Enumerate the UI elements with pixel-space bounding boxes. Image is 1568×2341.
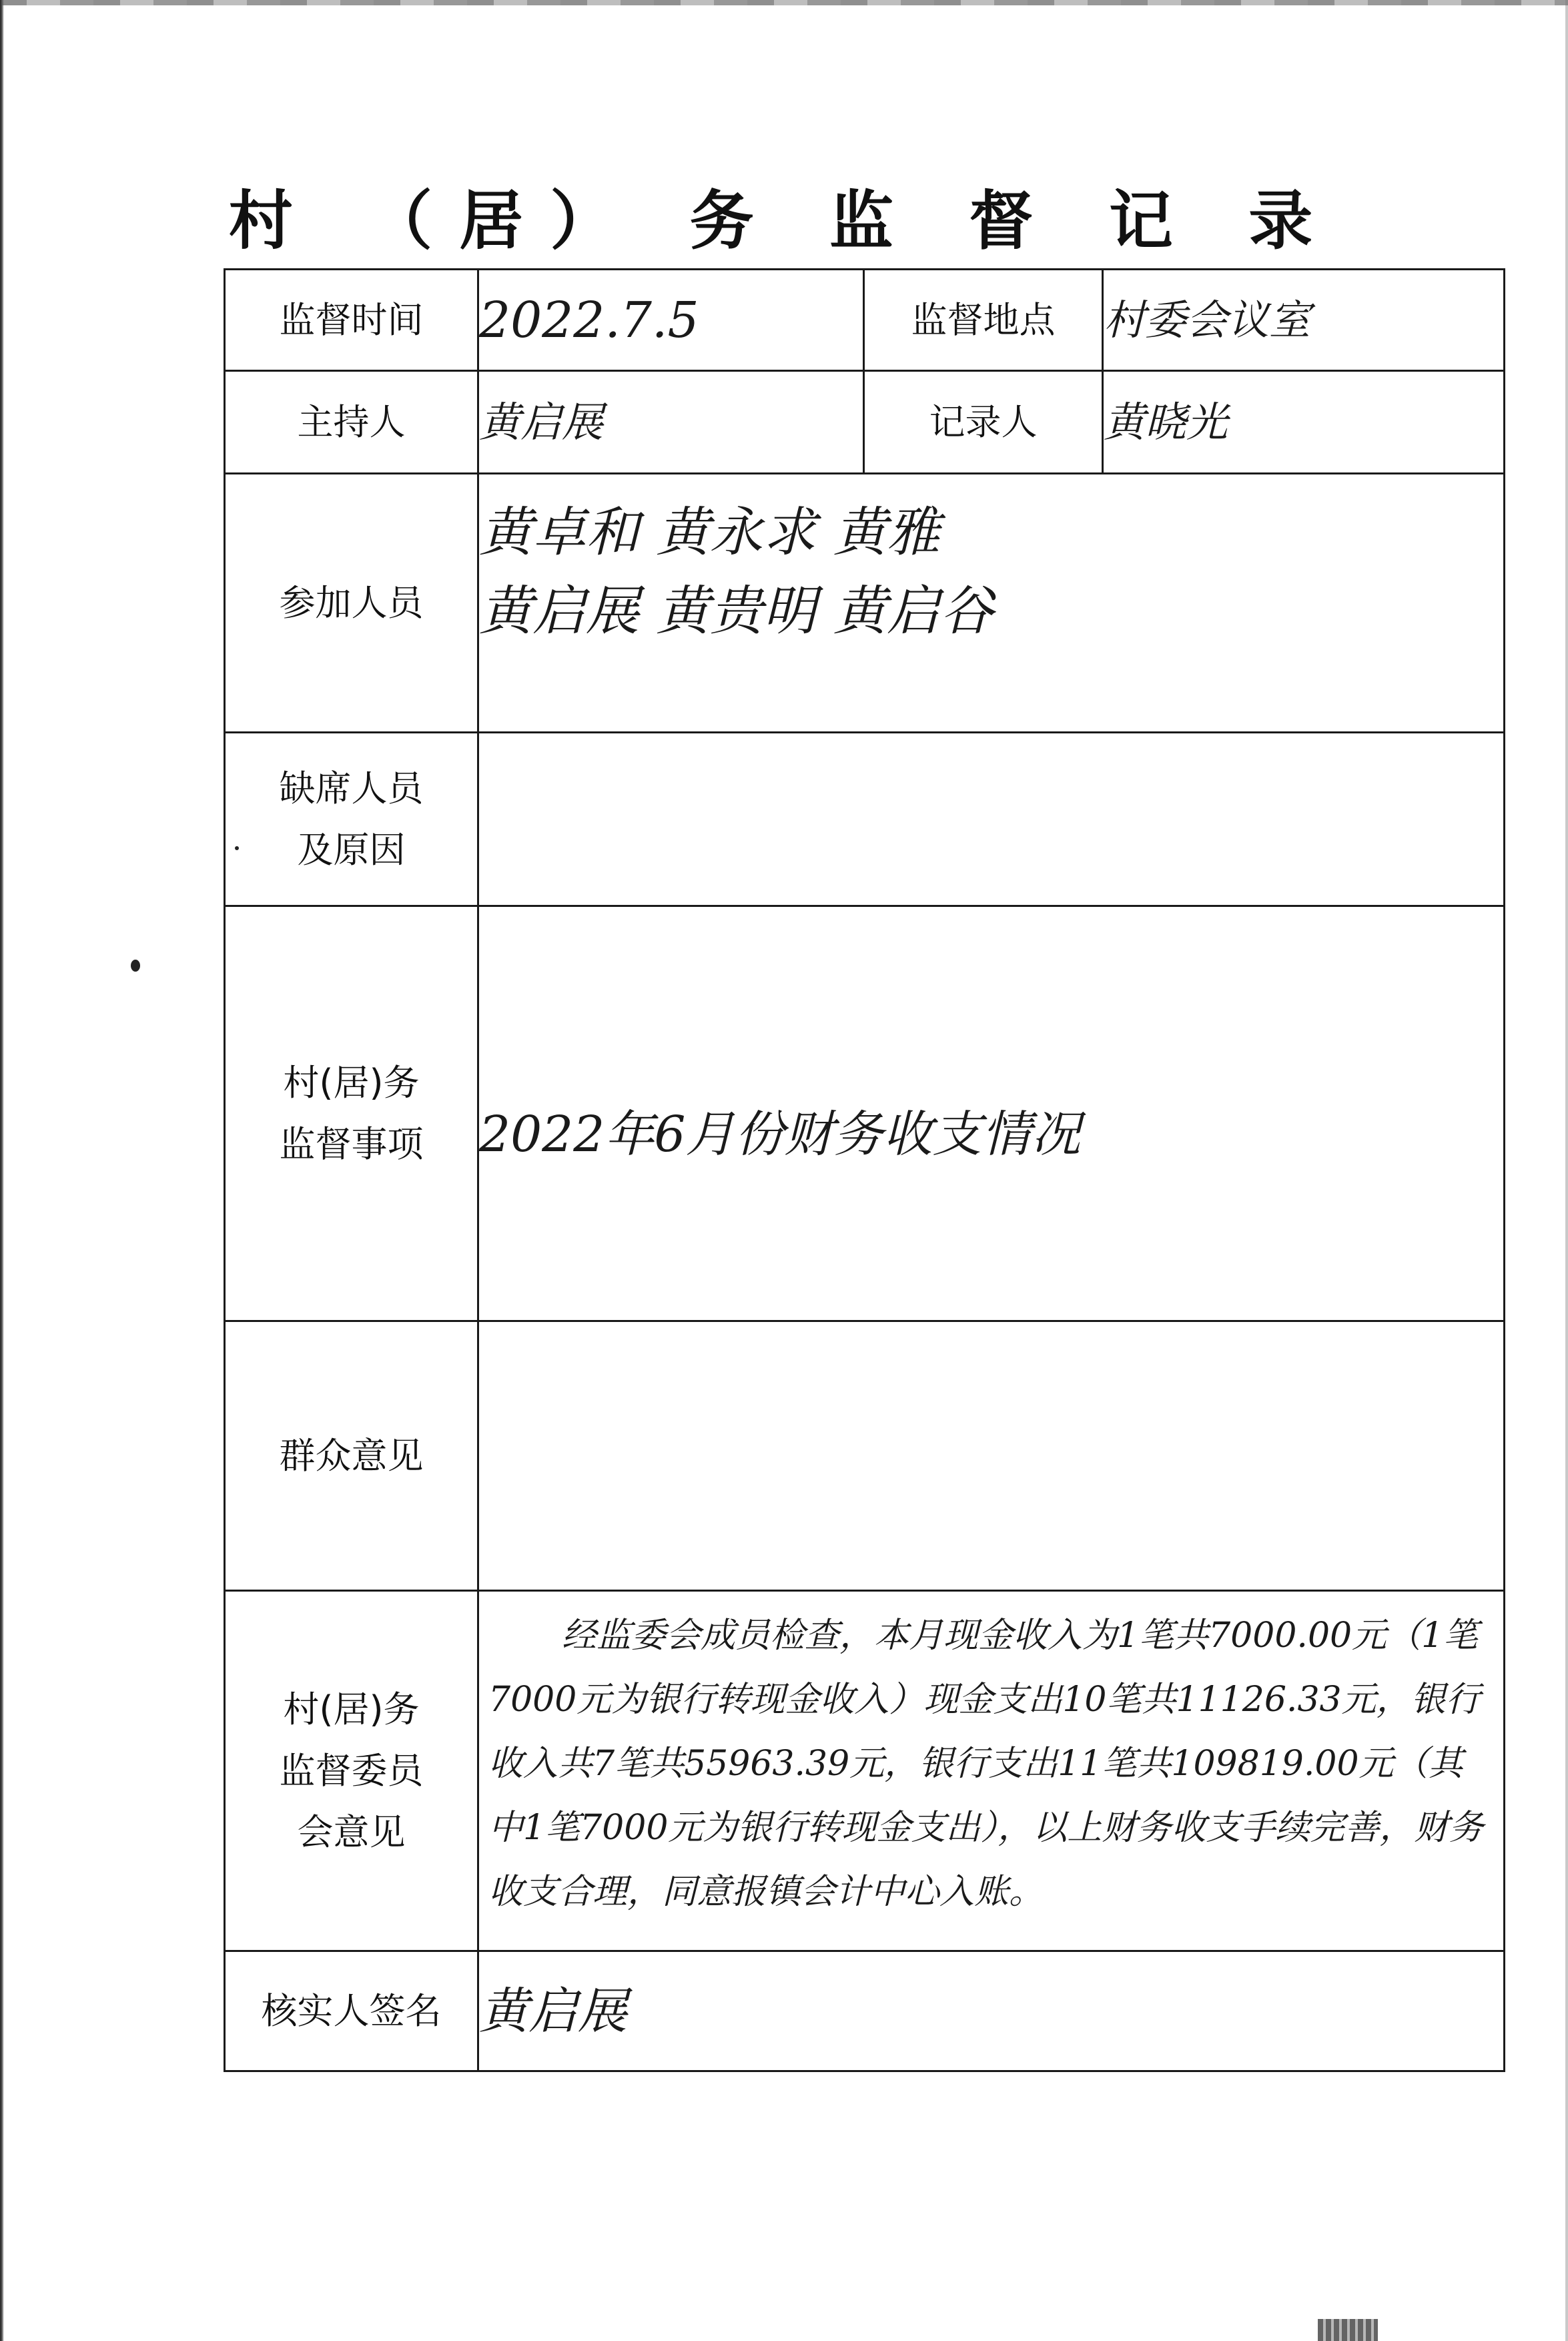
committee-label-line-2: 监督委员 — [279, 1749, 424, 1792]
absent-label-line-1: 缺席人员 — [279, 767, 424, 809]
host-label: 主持人 — [225, 371, 478, 474]
row-absent — [225, 733, 1505, 906]
participants-line-1: 黄卓和 黄永求 黄雅 — [479, 501, 940, 563]
row-verifier — [225, 1951, 1505, 2071]
scan-edge-right — [1565, 0, 1568, 2341]
committee-opinion-value — [478, 1591, 1505, 1951]
recorder-label: 记录人 — [864, 371, 1103, 474]
public-opinion-value — [478, 1321, 1505, 1591]
verifier-label: 核实人签名 — [225, 1951, 478, 2071]
row-matter — [225, 906, 1505, 1321]
participants-line-2: 黄启展 黄贵明 黄启谷 — [479, 580, 994, 642]
matter-value — [478, 906, 1505, 1321]
row-public-opinion — [225, 1321, 1505, 1591]
matter-label-line-1: 村(居)务 — [283, 1061, 420, 1104]
public-opinion-label: 群众意见 — [225, 1321, 478, 1591]
host-signature: 黄启展 — [479, 397, 604, 446]
scan-speck — [131, 960, 140, 972]
matter-label-line-2: 监督事项 — [279, 1122, 424, 1165]
recorder-value — [1103, 371, 1505, 474]
scan-edge-top — [0, 0, 1568, 5]
absent-label — [225, 733, 478, 906]
matter-label — [225, 906, 478, 1321]
verifier-signature: 黄启展 — [479, 1982, 627, 2040]
scan-artifact — [1318, 2319, 1378, 2341]
row-host-recorder — [225, 371, 1505, 474]
row-time-place — [225, 270, 1505, 371]
supervision-record-form — [224, 268, 1505, 2072]
participants-label: 参加人员 — [225, 474, 478, 733]
row-participants — [225, 474, 1505, 733]
committee-opinion-label — [225, 1591, 478, 1951]
row-committee-opinion — [225, 1591, 1505, 1951]
participants-value — [478, 474, 1505, 733]
committee-opinion-text: 经监委会成员检查，本月现金收入为1笔共7000.00元（1笔7000元为银行转现金收入）现金支出10笔共11126.33元，银行收入共7笔共55963.39元，银行支出11笔共109819.00元（其中1笔7000元为银行转现金支出），以上财务收支手续完善，财务收支合理，同意报镇会计中心入账。 — [488, 1616, 1484, 1912]
matter-text: 2022年6月份财务收支情况 — [479, 1106, 1081, 1163]
verifier-value — [478, 1951, 1505, 2071]
supervision-place-text: 村委会议室 — [1104, 295, 1311, 344]
absent-label-line-2: 及原因 — [297, 828, 406, 871]
scan-edge-left — [0, 0, 4, 2341]
committee-label-line-3: 会意见 — [297, 1810, 406, 1853]
page-title: 村 （居） 务 监 督 记 录 — [228, 183, 1340, 258]
recorder-signature: 黄晓光 — [1104, 397, 1228, 446]
absent-value — [478, 733, 1505, 906]
supervision-time-label: 监督时间 — [225, 270, 478, 371]
committee-label-line-1: 村(居)务 — [283, 1688, 420, 1730]
supervision-place-value — [1103, 270, 1505, 371]
supervision-time-text: 2022.7.5 — [479, 291, 699, 349]
supervision-place-label: 监督地点 — [864, 270, 1103, 371]
supervision-time-value — [478, 270, 864, 371]
host-value — [478, 371, 864, 474]
